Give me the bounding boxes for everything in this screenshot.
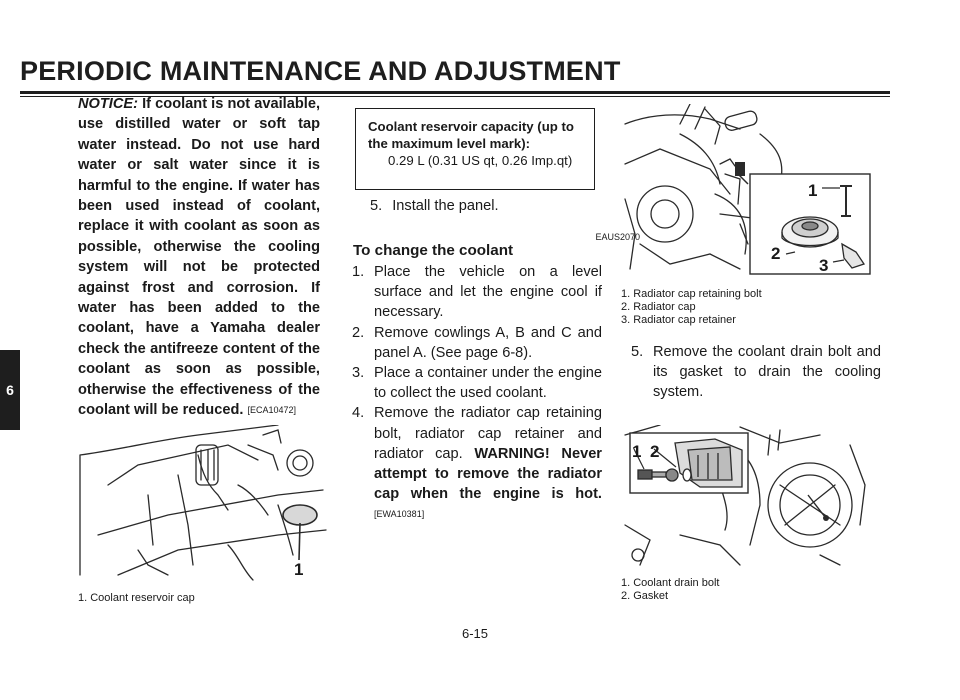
step-text-with-warning: [374, 403, 602, 524]
list-item: [352, 262, 602, 323]
figure3-callout-1: 1: [632, 442, 642, 461]
figure-coolant-drain-bolt: [620, 425, 872, 569]
notice-body: If coolant is not available, use distilled water or soft tap water instead. Do not use hard water or salt water since it is harmful to the engine. If water has been used instead of coolant, replace it with coolant as soon as possible, otherwise the cooling system will not be protected against frost and corrosion. If water has been added to the coolant, have a Yamaha dealer check the antifreeze content of the coolant as soon as possible, otherwise the effectiveness of the coolant will be reduced.: [78, 96, 320, 419]
capacity-value: 0.29 L (0.31 US qt, 0.26 Imp.qt): [388, 153, 573, 168]
list-item: [352, 403, 602, 524]
figure2-callout-3: 3: [819, 256, 829, 275]
figure2-callout-1: 1: [808, 181, 818, 200]
figure2-caption-2: 2. Radiator cap: [621, 300, 696, 313]
notice-code: [ECA10472]: [247, 405, 297, 416]
step-num: 3.: [352, 365, 365, 382]
section-title: To change the coolant: [353, 242, 514, 259]
step-text: Remove the coolant drain bolt and its gasket to drain the cooling system.: [653, 344, 881, 401]
list-item: [352, 323, 602, 363]
chapter-tab: [0, 350, 20, 430]
step-drain-bolt: [631, 342, 881, 403]
section-code: EAUS2070: [595, 232, 640, 242]
figure3-caption-2: 2. Gasket: [621, 589, 669, 602]
notice-lead: NOTICE:: [78, 96, 138, 112]
capacity-box: [355, 108, 595, 190]
figure3-callout-2: 2: [650, 442, 660, 461]
capacity-label: Coolant reservoir capacity (up to the maximum level mark):: [368, 119, 574, 151]
steps-list: [352, 262, 602, 525]
figure3-captions: [621, 577, 719, 603]
step-num: 4.: [352, 405, 365, 422]
list-item: [352, 363, 602, 403]
page-title: PERIODIC MAINTENANCE AND ADJUSTMENT: [20, 56, 621, 86]
figure-coolant-reservoir: [78, 425, 328, 585]
figure2-caption-3: 3. Radiator cap retainer: [621, 313, 736, 326]
warning-code: [EWA10381]: [374, 509, 425, 520]
figure3-caption-1: 1. Coolant drain bolt: [621, 577, 720, 589]
warning-text: WARNING! Never attempt to remove the radiator cap when the engine is hot.: [374, 445, 602, 503]
figure2-captions: [621, 288, 762, 326]
figure1-caption: 1. Coolant reservoir cap: [78, 592, 195, 604]
step-num: 2.: [352, 324, 365, 341]
step-install-panel-num: 5.: [370, 198, 383, 214]
step-num: 5.: [631, 344, 644, 360]
chapter-tab-label: 6: [6, 382, 14, 398]
figure-radiator-cap: [620, 104, 872, 276]
step-install-panel-text: Install the panel.: [392, 198, 499, 214]
step-num: 1.: [352, 264, 365, 280]
step-text: Remove the radiator cap retaining bolt, radiator cap retainer and radiator cap.: [374, 405, 602, 462]
page-number: 6-15: [462, 626, 489, 641]
step-text: Remove cowlings A, B and C and panel A. (See page 6-8).: [374, 324, 602, 361]
reservoir-cap: [283, 505, 317, 525]
notice-paragraph: [78, 94, 320, 421]
figure2-callout-2: 2: [771, 244, 781, 263]
figure2-caption-1: 1. Radiator cap retaining bolt: [621, 288, 762, 300]
figure1-callout: 1: [294, 560, 304, 579]
step-text: Place the vehicle on a level surface and let the engine cool if necessary.: [374, 264, 602, 321]
step-install-panel: [370, 198, 499, 214]
step-text: Place a container under the engine to collect the used coolant.: [374, 365, 602, 402]
